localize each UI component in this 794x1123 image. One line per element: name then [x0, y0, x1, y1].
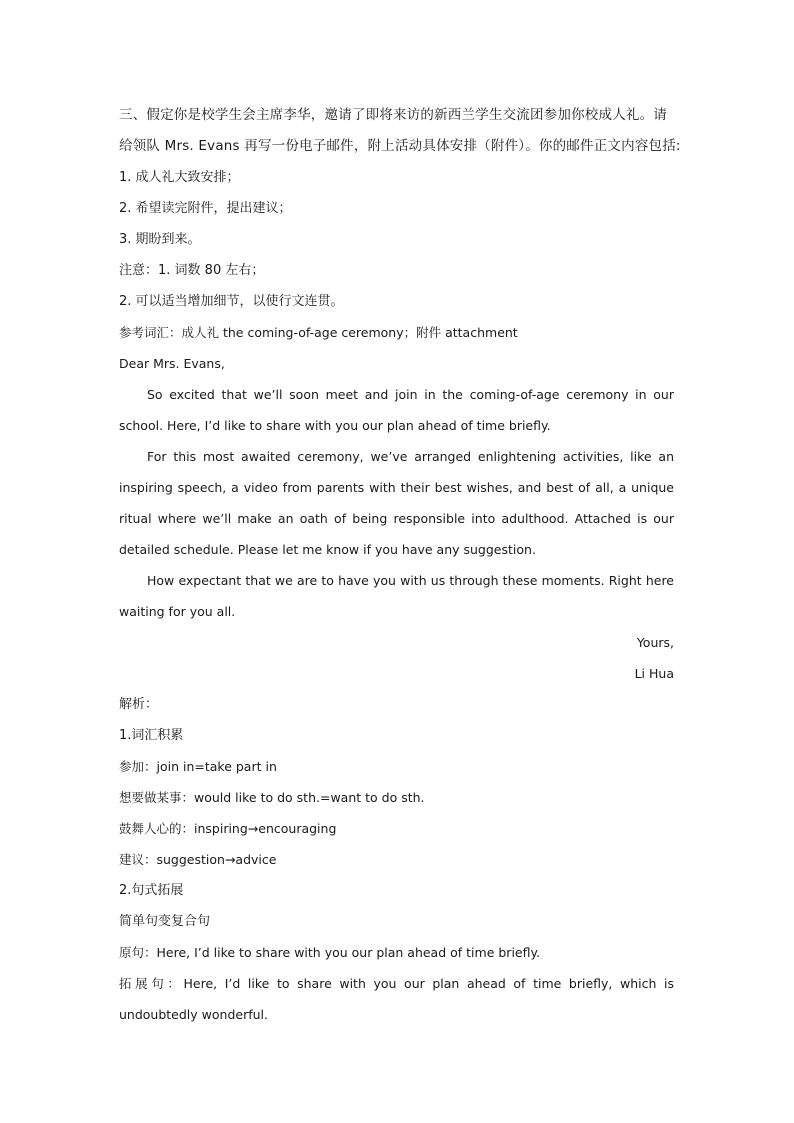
task-note: 注意：1. 词数 80 左右；: [119, 263, 265, 278]
vocab-item: 参加：join in=take part in: [119, 759, 277, 774]
task-note: 2. 可以适当增加细节，以使行文连贯。: [119, 294, 344, 309]
original-sentence: 原句：Here, I’d like to share with you our plan ahead of time briefly.: [119, 945, 541, 960]
task-prompt-line-1: 三、假定你是校学生会主席李华，邀请了即将来访的新西兰学生交流团参加你校成人礼。请: [119, 107, 667, 123]
sentence-subheading: 简单句变复合句: [119, 914, 211, 929]
sentence-heading: 2.句式拓展: [119, 883, 184, 898]
analysis-heading: 解析：: [119, 697, 159, 712]
vocab-heading: 1.词汇积累: [119, 728, 184, 743]
task-prompt-line-2: 给领队 Mrs. Evans 再写一份电子邮件，附上活动具体安排（附件）。你的邮件正文内容包括:: [119, 138, 681, 154]
letter-salutation: Dear Mrs. Evans,: [119, 356, 225, 371]
vocab-item: 想要做某事：would like to do sth.=want to do sth.: [119, 790, 425, 805]
task-vocab: 参考词汇：成人礼 the coming-of-age ceremony；附件 attachment: [119, 325, 518, 340]
vocab-item: 鼓舞人心的：inspiring→encouraging: [119, 821, 337, 836]
letter-paragraph: For this most awaited ceremony, we’ve arranged enlightening activities, like an inspiring speech, a video from parents with their best wishes, and best of all, a unique ritual where we’ll make an oath of being responsible into adulthood. Attached is our detailed schedule. Please let me know if you have any suggestion.: [119, 449, 674, 557]
letter-paragraph: So excited that we’ll soon meet and join in the coming-of-age ceremony in our school. Here, I’d like to share with you our plan ahead of time briefly.: [119, 387, 674, 433]
task-point: 1. 成人礼大致安排；: [119, 170, 240, 185]
letter-paragraph: How expectant that we are to have you with us through these moments. Right here waiting for you all.: [119, 573, 674, 619]
letter-closing: Yours,: [636, 635, 674, 650]
document-content: [119, 100, 681, 1030]
task-point: 2. 希望读完附件，提出建议；: [119, 201, 292, 216]
vocab-item: 建议：suggestion→advice: [119, 852, 277, 867]
expanded-sentence: 拓展句：Here, I’d like to share with you our plan ahead of time briefly, which is undoubtedly wonderful.: [119, 976, 674, 1022]
letter-signature: Li Hua: [634, 666, 674, 681]
task-point: 3. 期盼到来。: [119, 232, 201, 247]
